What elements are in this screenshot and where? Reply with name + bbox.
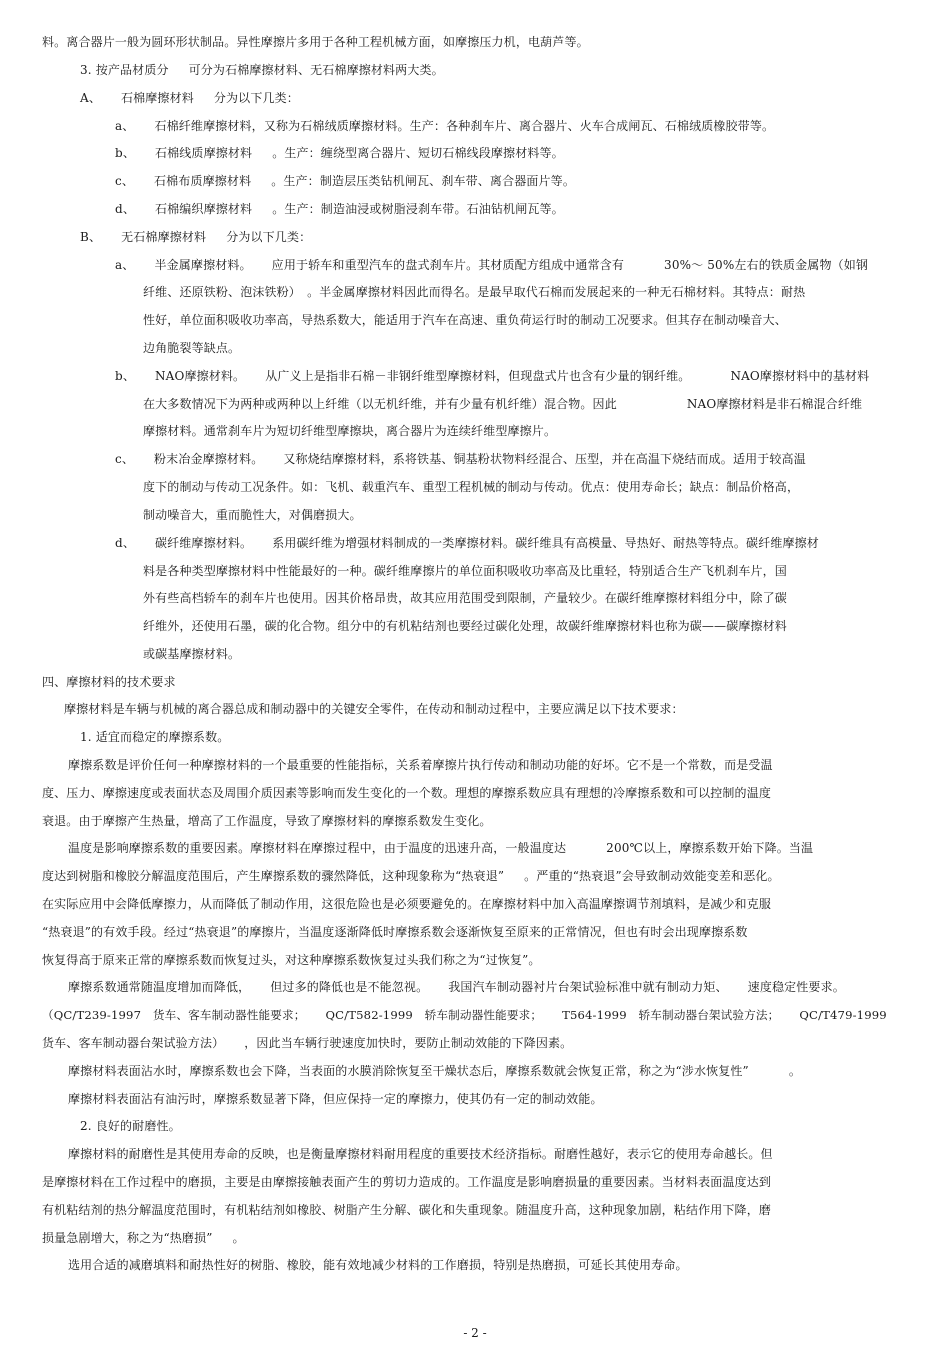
text-run: 摩擦材料表面沾有油污时，摩擦系数显著下降，但应保持一定的摩擦力，使其仍有一定的制动效能。: [68, 1092, 603, 1106]
text-run: 货车、客车制动器台架试验方法）: [42, 1036, 225, 1050]
list-item: [115, 257, 868, 273]
text-run: （QC/T239-1997 货车、客车制动器性能要求；: [42, 1008, 306, 1022]
text-run: 度达到树脂和橡胶分解温度范围后，产生摩擦系数的骤然降低，这种现象称为“热衰退”: [42, 869, 505, 883]
text-run: NAO摩擦材料。: [154, 369, 246, 383]
text-run: 摩擦材料表面沾水时，摩擦系数也会下降，当表面的水膜消除恢复至干燥状态后，摩擦系数就会恢复正常，称之为“涉水恢复性”: [68, 1064, 749, 1078]
list-item: [115, 201, 564, 217]
text-line: [64, 701, 684, 717]
list-item: [115, 368, 869, 384]
list-marker: d、: [115, 536, 135, 550]
text-run: ，因此当车辆行驶速度加快时，要防止制动效能的下降因素。: [244, 1036, 573, 1050]
list-item: [115, 145, 564, 161]
text-line: [42, 868, 780, 884]
text-line: [42, 1035, 572, 1051]
list-item: [115, 118, 774, 134]
text-run: 温度是影响摩擦系数的重要因素。摩擦材料在摩擦过程中，由于温度的迅速升高，一般温度达: [68, 841, 567, 855]
text-line: [143, 590, 787, 606]
text-run: 摩擦系数通常随温度增加而降低，: [68, 980, 251, 994]
list-marker: B、: [80, 230, 102, 244]
text-run: 或碳基摩擦材料。: [143, 647, 241, 661]
text-run: 度、压力、摩擦速度或表面状态及周围介质因素等影响而发生变化的一个数。理想的摩擦系数应具有理想的冷摩擦系数和可以控制的温度: [42, 786, 772, 800]
text-run: 在实际应用中会降低摩擦力，从而降低了制动作用，这很危险也是必须要避免的。在摩擦材料中加入高温摩擦调节剂填料，是减少和克服: [42, 897, 772, 911]
section-item-3: [80, 62, 444, 78]
list-item: [115, 535, 819, 551]
text-run: ，又称为石棉绒质摩擦材料。生产：各种刹车片、离合器片、火车合成闸瓦、石棉绒质橡胶带等。: [251, 119, 775, 133]
text-run: 性好，单位面积吸收功率高，导热系数大，能适用于汽车在高速、重负荷运行时的制动工况要求。但其存在制动噪音大、: [143, 313, 787, 327]
list-item: [115, 173, 575, 189]
text-run: 纤维外，还使用石墨，碳的化合物。组分中的有机粘结剂也要经过碳化处理，故碳纤维摩擦材料也称为碳——碳摩擦材料: [143, 619, 787, 633]
text-run: T564-1999 轿车制动器台架试验方法；: [562, 1008, 780, 1022]
text-run: “热衰退”的有效手段。经过“热衰退”的摩擦片，当温度逐渐降低时摩擦系数会逐渐恢复至原来的正常情况，但也有时会出现摩擦系数: [42, 925, 748, 939]
text-run: 分为以下几类：: [213, 91, 299, 105]
text-run: 30%～ 50%左右的铁质金属物（如钢: [664, 258, 869, 272]
text-run: 是摩擦材料在工作过程中的磨损，主要是由摩擦接触表面产生的剪切力造成的。工作温度是影响磨损量的重要因素。当材料表面温度达到: [42, 1175, 772, 1189]
text-run: 可分为石棉摩擦材料、无石棉摩擦材料两大类。: [188, 63, 444, 77]
text-run: 。: [788, 1064, 801, 1078]
subsection-b: [80, 229, 311, 245]
list-marker: a、: [115, 258, 135, 272]
text-run: 无石棉摩擦材料: [121, 230, 207, 244]
text-line: [68, 1257, 688, 1273]
text-line: [143, 646, 240, 662]
text-run: 3. 按产品材质分: [80, 63, 169, 77]
text-run: QC/T582-1999 轿车制动器性能要求；: [325, 1008, 543, 1022]
text-run: 石棉纤维摩擦材料: [154, 119, 252, 133]
text-line: [42, 1007, 887, 1023]
text-line: [143, 312, 787, 328]
list-marker: c、: [115, 452, 135, 466]
text-run: 但过多的降低也是不能忽视。: [270, 980, 429, 994]
text-line: [42, 785, 771, 801]
text-run: 。生产：制造油浸或树脂浸刹车带。石油钻机闸瓦等。: [272, 202, 564, 216]
text-run: 石棉布质摩擦材料: [154, 174, 252, 188]
text-line: [68, 757, 773, 773]
text-run: 系用碳纤维为增强材料制成的一类摩擦材料。碳纤维具有高模量、导热好、耐热等特点。碳纤维摩擦材: [272, 536, 819, 550]
text-line: [42, 1202, 771, 1218]
text-run: 碳纤维摩擦材料。: [154, 536, 253, 550]
text-line: [42, 896, 771, 912]
text-run: 分为以下几类：: [226, 230, 312, 244]
list-marker: A、: [80, 91, 101, 105]
text-run: 在大多数情况下为两种或两种以上纤维（以无机纤维，并有少量有机纤维）混合物。因此: [143, 397, 617, 411]
text-line: [42, 1230, 245, 1246]
text-run: 摩擦系数是评价任何一种摩擦材料的一个最重要的性能指标，关系着摩擦片执行传动和制动功能的好坏。它不是一个常数，而是受温: [68, 758, 773, 772]
list-marker: b、: [115, 146, 135, 160]
section-heading: [42, 674, 176, 690]
text-line: [143, 396, 862, 412]
text-line: [143, 507, 362, 523]
page-number: - 2 -: [463, 1326, 487, 1340]
list-marker: b、: [115, 369, 135, 383]
text-run: 粉末冶金摩擦材料。: [154, 452, 264, 466]
text-run: 应用于轿车和重型汽车的盘式刹车片。其材质配方组成中通常含有: [271, 258, 625, 272]
text-line: [143, 284, 805, 300]
text-line: [68, 1091, 603, 1107]
text-line: [143, 479, 799, 495]
text-run: 石棉线质摩擦材料: [154, 146, 253, 160]
text-run: 2. 良好的耐磨性。: [80, 1119, 181, 1133]
text-line: [42, 1174, 771, 1190]
text-line: [42, 34, 589, 50]
text-run: QC/T479-1999: [799, 1008, 887, 1022]
list-marker: d、: [115, 202, 135, 216]
text-line: [68, 979, 845, 995]
text-line: [68, 1063, 801, 1079]
text-run: 。严重的“热衰退”会导致制动效能变差和恶化。: [524, 869, 780, 883]
text-run: 有机粘结剂的热分解温度范围时，有机粘结剂如橡胶、树脂产生分解、碳化和失重现象。随温度升高，这种现象加剧，粘结作用下降，磨: [42, 1203, 772, 1217]
subheading: [80, 1118, 181, 1134]
text-run: 料。离合器片一般为圆环形状制品。异性摩擦片多用于各种工程机械方面，如摩擦压力机，电葫芦等。: [42, 35, 589, 49]
text-run: 。生产：缠绕型离合器片、短切石棉线段摩擦材料等。: [272, 146, 564, 160]
text-line: [68, 840, 813, 856]
text-run: 1. 适宜而稳定的摩擦系数。: [80, 730, 230, 744]
text-run: 摩擦材料。通常刹车片为短切纤维型摩擦块，离合器片为连续纤维型摩擦片。: [143, 424, 557, 438]
list-marker: c、: [115, 174, 135, 188]
text-run: 石棉摩擦材料: [120, 91, 194, 105]
text-line: [42, 813, 492, 829]
text-run: 度下的制动与传动工况条件。如：飞机、载重汽车、重型工程机械的制动与传动。优点：使用寿命长；缺点：制品价格高，: [143, 480, 800, 494]
text-run: 料是各种类型摩擦材料中性能最好的一种。碳纤维摩擦片的单位面积吸收功率高及比重轻，特别适合生产飞机刹车片，国: [143, 564, 787, 578]
text-line: [143, 423, 556, 439]
text-run: 速度稳定性要求。: [747, 980, 845, 994]
subheading: [80, 729, 229, 745]
text-run: 制动噪音大，重而脆性大，对偶磨损大。: [143, 508, 362, 522]
text-run: 。生产：制造层压类钻机闸瓦、刹车带、离合器面片等。: [271, 174, 575, 188]
text-line: [143, 340, 240, 356]
text-run: 恢复得高于原来正常的摩擦系数而恢复过头，对这种摩擦系数恢复过头我们称之为“过恢复”。: [42, 953, 541, 967]
text-line: [143, 563, 787, 579]
text-run: 半金属摩擦材料。: [154, 258, 252, 272]
text-run: 摩擦材料是车辆与机械的离合器总成和制动器中的关键安全零件，在传动和制动过程中，主要应满足以下技术要求：: [64, 702, 684, 716]
text-line: [42, 924, 748, 940]
text-run: NAO摩擦材料是非石棉混合纤维: [686, 397, 863, 411]
text-run: 纤维、还原铁粉、泡沫铁粉） 。半金属摩擦材料因此而得名。是最早取代石棉而发展起来的一种无石棉材料。其特点：耐热: [143, 285, 806, 299]
text-run: 选用合适的减磨填料和耐热性好的树脂、橡胶，能有效地减少材料的工作磨损，特别是热磨损，可延长其使用寿命。: [68, 1258, 688, 1272]
text-run: 我国汽车制动器衬片台架试验标准中就有制动力矩、: [448, 980, 728, 994]
text-run: 边角脆裂等缺点。: [143, 341, 241, 355]
list-item: [115, 451, 806, 467]
text-run: 外有些高档轿车的刹车片也使用。因其价格昂贵，故其应用范围受到限制，产量较少。在碳纤维摩擦材料组分中，除了碳: [143, 591, 787, 605]
subsection-a: [80, 90, 299, 106]
text-run: 200℃以上，摩擦系数开始下降。当温: [606, 841, 814, 855]
list-marker: a、: [115, 119, 135, 133]
text-run: 。: [232, 1231, 245, 1245]
text-run: 从广义上是指非石棉－非钢纤维型摩擦材料，但现盘式片也含有少量的钢纤维。: [265, 369, 691, 383]
text-run: NAO摩擦材料中的基材料: [730, 369, 870, 383]
text-line: [42, 952, 541, 968]
text-run: 衰退。由于摩擦产生热量，增高了工作温度，导致了摩擦材料的摩擦系数发生变化。: [42, 814, 492, 828]
text-run: 又称烧结摩擦材料，系将铁基、铜基粉状物料经混合、压型，并在高温下烧结而成。适用于较高温: [283, 452, 806, 466]
text-run: 摩擦材料的耐磨性是其使用寿命的反映，也是衡量摩擦材料耐用程度的重要技术经济指标。耐磨性越好，表示它的使用寿命越长。但: [68, 1147, 773, 1161]
text-run: 四、摩擦材料的技术要求: [42, 675, 176, 689]
text-run: 损量急剧增大，称之为“热磨损”: [42, 1231, 213, 1245]
text-line: [143, 618, 787, 634]
text-line: [68, 1146, 773, 1162]
text-run: 石棉编织摩擦材料: [154, 202, 253, 216]
